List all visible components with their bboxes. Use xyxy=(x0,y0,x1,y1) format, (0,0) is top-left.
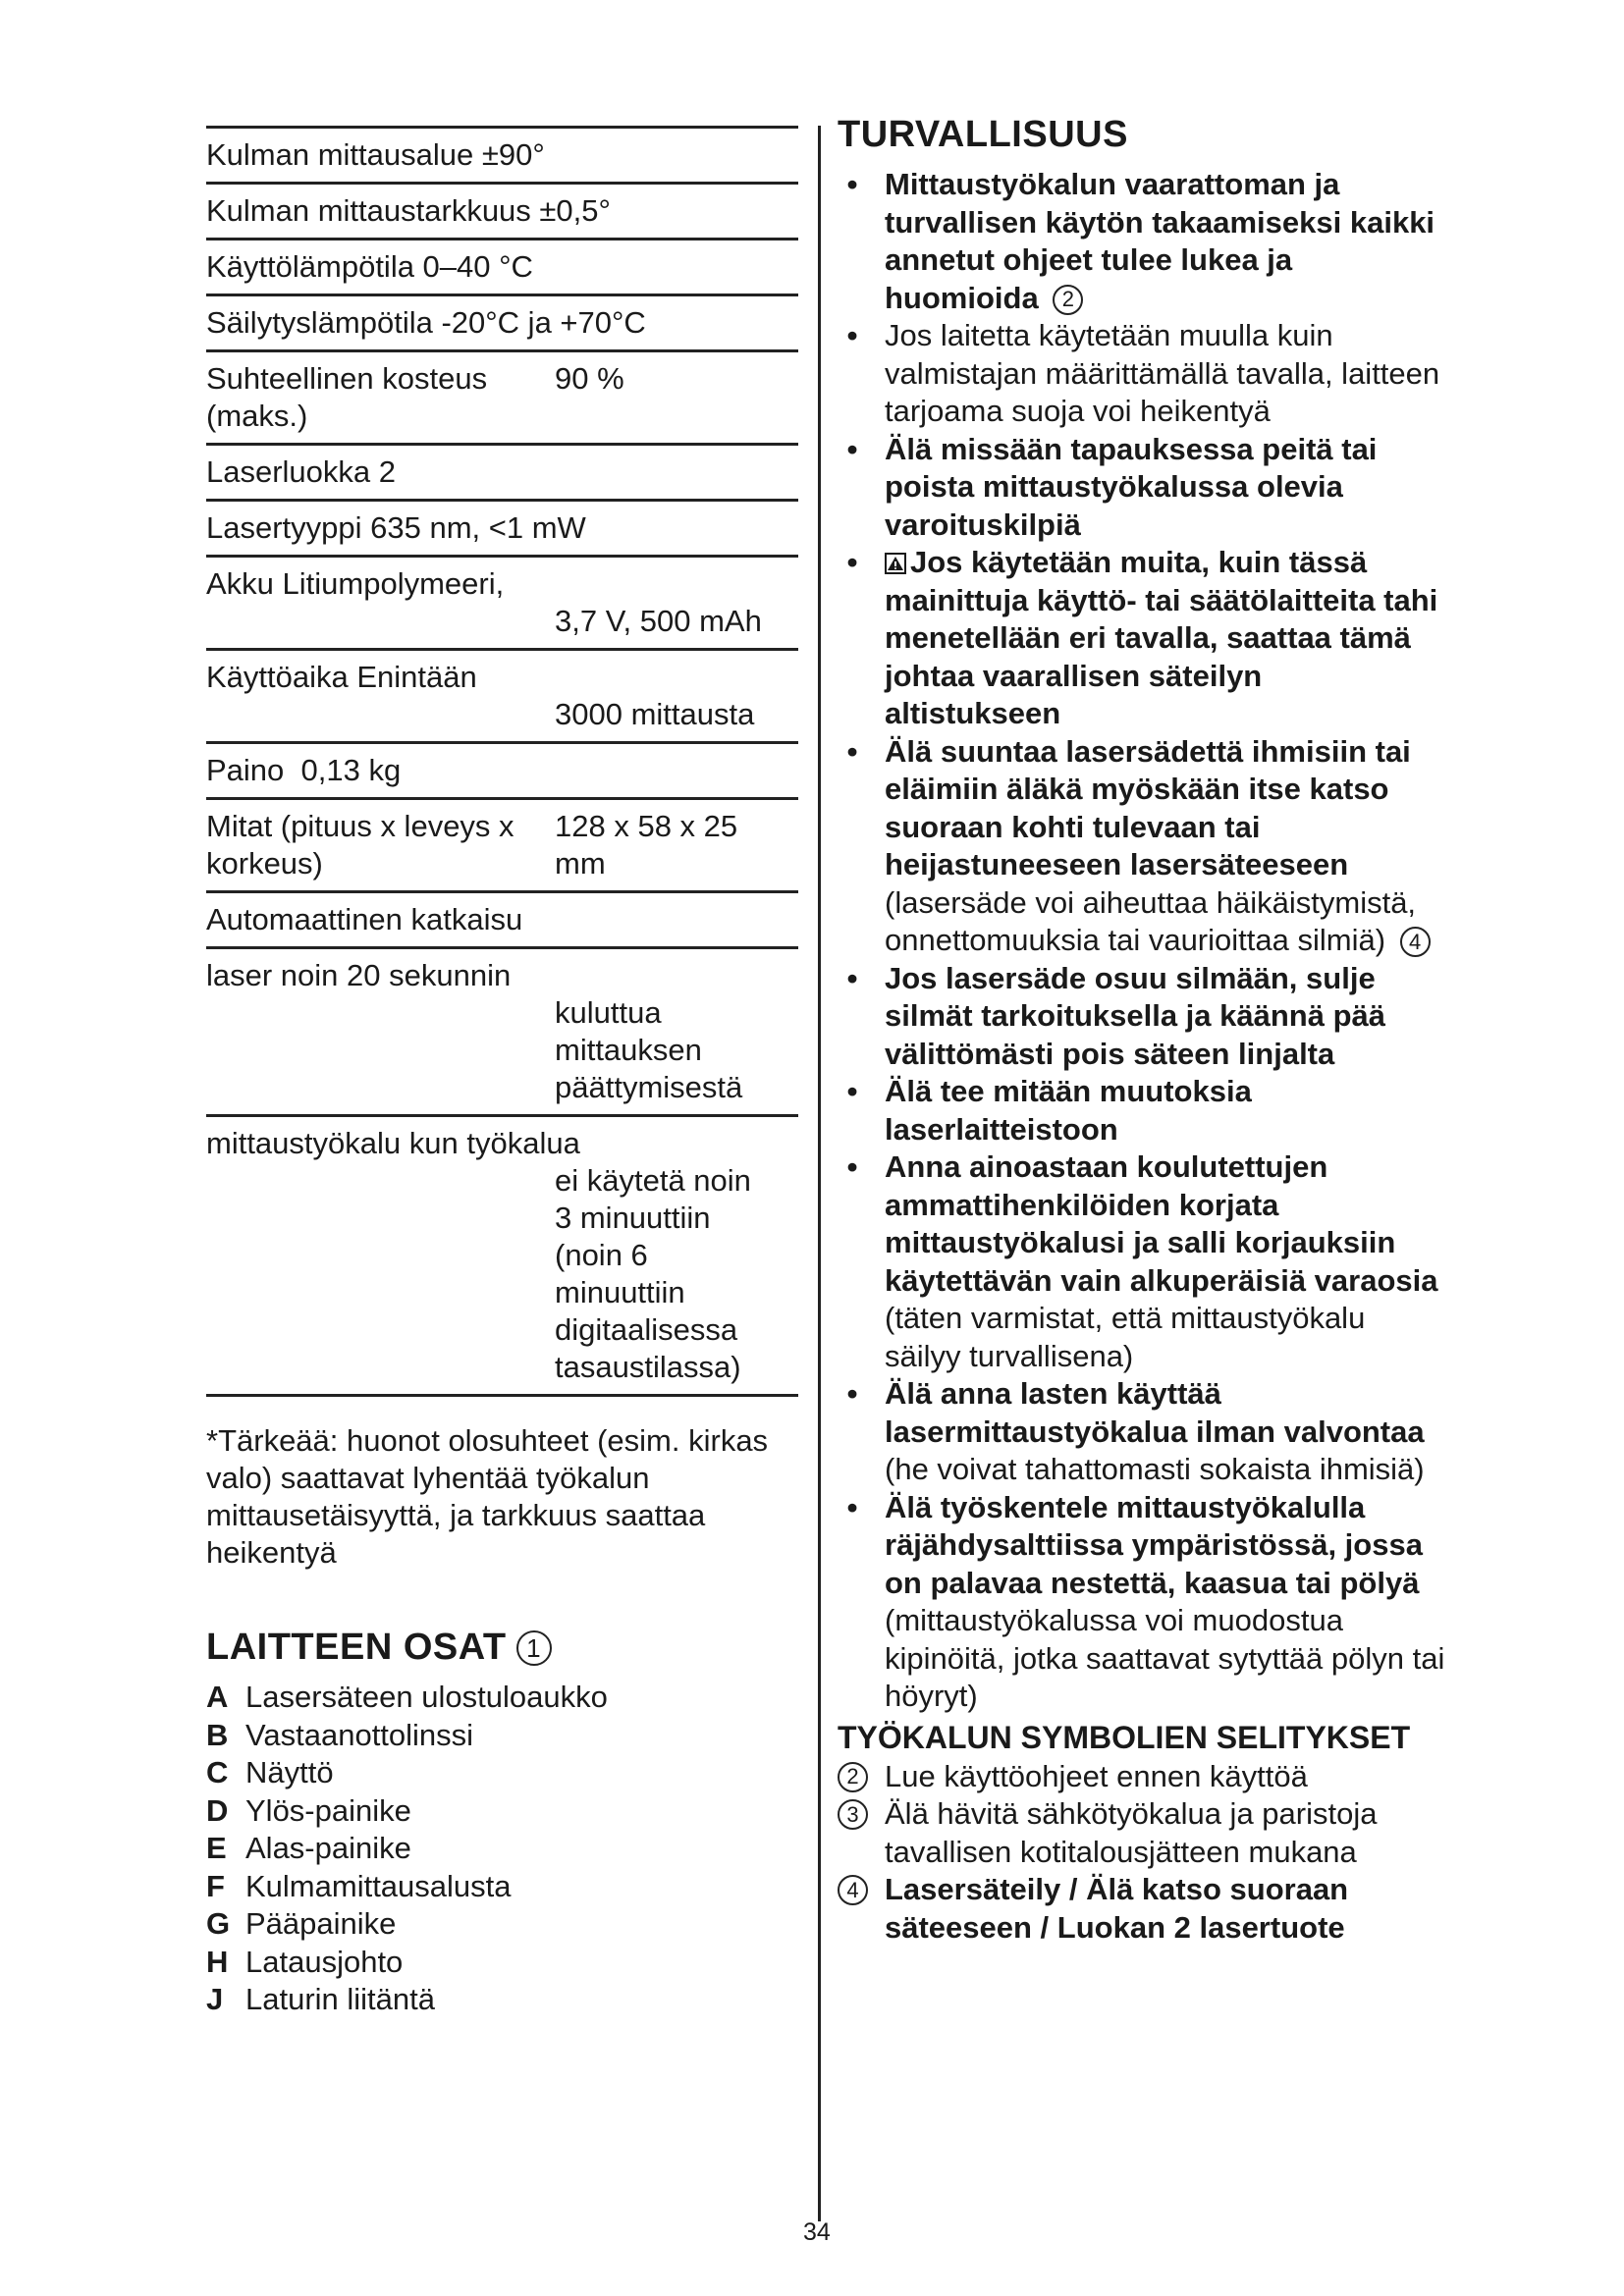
spec-value: 128 x 58 x 25 mm xyxy=(555,809,738,881)
safety-bullet xyxy=(838,1148,1446,1375)
spec-value: kuluttua mittauksen päättymisestä xyxy=(555,995,743,1104)
bullet-text: Älä suuntaa lasersädettä ihmisiin tai eläimiin äläkä myöskään itse katso suoraan kohti tulevaan tai heijastuneeseen lasersäteeseen xyxy=(885,733,1411,881)
spec-label: Lasertyyppi 635 nm, <1 mW xyxy=(206,510,586,545)
spec-row xyxy=(206,800,798,893)
part-label: Laturin liitäntä xyxy=(245,1982,436,2016)
parts-title: LAITTEEN OSAT xyxy=(206,1627,507,1668)
spec-label: mittaustyökalu kun työkalua xyxy=(206,1126,580,1160)
part-label: Alas-painike xyxy=(245,1831,411,1865)
safety-bullet xyxy=(838,1073,1446,1148)
spec-label: Käyttölämpötila 0–40 °C xyxy=(206,249,533,284)
spec-label: Akku Litiumpolymeeri, xyxy=(206,566,505,601)
ref-2-icon: 2 xyxy=(1053,285,1083,315)
spec-row xyxy=(206,240,798,296)
spec-row xyxy=(206,446,798,502)
list-item xyxy=(206,1754,798,1792)
symbol-text: Lue käyttöohjeet ennen käyttöä xyxy=(885,1758,1308,1793)
list-item xyxy=(206,1792,798,1831)
part-letter: D xyxy=(206,1792,229,1828)
bullet-text: Anna ainoastaan koulutettujen ammattihenkilöiden korjata mittaustyökalusi ja salli korjauksiin käytettävän vain alkuperäisiä varaosia xyxy=(885,1149,1438,1298)
spec-label: Käyttöaika Enintään xyxy=(206,660,477,694)
safety-bullet xyxy=(838,960,1446,1074)
list-item xyxy=(206,1944,798,1982)
spec-label: Kulman mittausalue ±90° xyxy=(206,137,545,172)
part-letter: E xyxy=(206,1831,227,1865)
bullet-text: Älä työskentele mittaustyökalulla räjähdysalttiissa ympäristössä, jossa on palavaa nestettä, kaasua tai pölyä xyxy=(885,1489,1423,1600)
spec-label: Automaattinen katkaisu xyxy=(206,902,523,936)
part-label: Kulmamittausalusta xyxy=(245,1868,512,1903)
spec-row xyxy=(206,893,798,949)
spec-row xyxy=(206,296,798,352)
list-item xyxy=(206,1830,798,1868)
spec-row xyxy=(206,185,798,240)
list-item xyxy=(206,1717,798,1755)
safety-bullet xyxy=(838,1489,1446,1716)
spec-row xyxy=(206,352,798,446)
symbol-item xyxy=(838,1871,1446,1947)
right-column xyxy=(838,114,1446,1947)
bullet-text: Jos laitetta käytetään muulla kuin valmistajan määrittämällä tavalla, laitteen tarjoama suoja voi heikentyä xyxy=(885,318,1440,428)
left-column xyxy=(206,126,798,2019)
ref-3-icon: 3 xyxy=(838,1799,868,1830)
part-letter: C xyxy=(206,1755,229,1789)
symbol-text: Älä hävitä sähkötyökalua ja paristoja tavallisen kotitalousjätteen mukana xyxy=(885,1796,1378,1869)
safety-bullet xyxy=(838,1375,1446,1489)
column-divider xyxy=(818,126,821,2221)
symbols-heading: TYÖKALUN SYMBOLIEN SELITYKSET xyxy=(838,1719,1411,1755)
bullet-note: (lasersäde voi aiheuttaa häikäistymistä, onnettomuuksia tai vaurioittaa silmiä) xyxy=(885,884,1417,957)
spec-row xyxy=(206,1117,798,1397)
bullet-text: Mittaustyökalun vaarattoman ja turvallisen käytön takaamiseksi kaikki annetut ohjeet tulee lukea ja huomioida xyxy=(885,167,1435,315)
list-item xyxy=(206,1679,798,1717)
part-letter: A xyxy=(206,1680,229,1714)
spec-row xyxy=(206,744,798,800)
bullet-note: (täten varmistat, että mittaustyökalu säilyy turvallisena) xyxy=(885,1301,1366,1373)
symbol-text: Lasersäteily / Älä katso suoraan säteeseen / Luokan 2 lasertuote xyxy=(885,1872,1349,1945)
part-letter: F xyxy=(206,1868,225,1903)
spec-label: Mitat (pituus x leveys x korkeus) xyxy=(206,809,514,881)
spec-label: Laserluokka 2 xyxy=(206,454,397,489)
bullet-text: Jos lasersäde osuu silmään, sulje silmät tarkoituksella ja käännä pää välittömästi pois säteen linjalta xyxy=(885,960,1386,1071)
spec-row xyxy=(206,949,798,1117)
spec-row xyxy=(206,129,798,185)
ref-4-icon: 4 xyxy=(1400,927,1431,957)
spec-value: 3,7 V, 500 mAh xyxy=(555,604,762,638)
part-label: Näyttö xyxy=(245,1755,334,1789)
list-item xyxy=(206,1868,798,1906)
page-number: 34 xyxy=(803,2218,831,2246)
ref-1-icon: 1 xyxy=(516,1630,552,1666)
laser-warning-icon xyxy=(885,553,906,574)
part-letter: J xyxy=(206,1982,224,2016)
part-label: Ylös-painike xyxy=(245,1792,411,1828)
spec-label: Kulman mittaustarkkuus ±0,5° xyxy=(206,193,611,228)
safety-heading: TURVALLISUUS xyxy=(838,114,1128,155)
list-item xyxy=(206,1981,798,2019)
spec-label: Paino 0,13 kg xyxy=(206,753,402,787)
bullet-note: (mittaustyökalussa voi muodostua kipinöitä, jotka saattavat sytyttää pölyn tai höyryt) xyxy=(885,1603,1445,1713)
list-item xyxy=(206,1905,798,1944)
safety-bullet xyxy=(838,733,1446,960)
spec-label: Suhteellinen kosteus (maks.) xyxy=(206,361,488,433)
ref-2-icon: 2 xyxy=(838,1762,868,1792)
spec-value: ei käytetä noin 3 minuuttiin (noin 6 minuuttiin digitaalisessa tasaustilassa) xyxy=(555,1163,751,1384)
part-label: Latausjohto xyxy=(245,1944,404,1979)
part-label: Pääpainike xyxy=(245,1906,397,1941)
ref-4-icon: 4 xyxy=(838,1875,868,1905)
part-letter: H xyxy=(206,1944,229,1979)
bullet-text: Jos käytetään muita, kuin tässä mainittuja käyttö- tai säätölaitteita tahi menetellään eri tavalla, saattaa tämä johtaa vaarallisen säteilyn altistukseen xyxy=(885,545,1438,730)
spec-value: 3000 mittausta xyxy=(555,697,755,731)
spec-row xyxy=(206,651,798,744)
part-letter: B xyxy=(206,1717,229,1752)
part-label: Lasersäteen ulostuloaukko xyxy=(245,1680,608,1714)
spec-label: Säilytyslämpötila -20°C ja +70°C xyxy=(206,305,646,340)
bullet-text: Älä missään tapauksessa peitä tai poista mittaustyökalussa olevia varoituskilpiä xyxy=(885,431,1378,542)
safety-bullet xyxy=(838,166,1446,317)
safety-bullet xyxy=(838,544,1446,733)
bullet-note: (he voivat tahattomasti sokaista ihmisiä) xyxy=(885,1452,1425,1486)
spec-row xyxy=(206,558,798,651)
bullet-text: Älä tee mitään muutoksia laserlaitteistoon xyxy=(885,1074,1252,1147)
spec-label: laser noin 20 sekunnin xyxy=(206,958,512,992)
bullet-text: Älä anna lasten käyttää lasermittaustyökalua ilman valvontaa xyxy=(885,1376,1425,1449)
part-label: Vastaanottolinssi xyxy=(245,1717,474,1752)
symbol-item xyxy=(838,1795,1446,1871)
safety-bullet xyxy=(838,317,1446,431)
parts-list xyxy=(206,1679,798,2019)
accuracy-note: *Tärkeää: huonot olosuhteet (esim. kirkas valo) saattavat lyhentää työkalun mittausetäisyyttä, ja tarkkuus saattaa heikentyä xyxy=(206,1423,769,1570)
safety-bullet xyxy=(838,431,1446,545)
spec-value: 90 % xyxy=(555,361,624,396)
parts-heading xyxy=(206,1627,798,1669)
part-letter: G xyxy=(206,1906,231,1941)
symbol-item xyxy=(838,1758,1446,1796)
spec-table xyxy=(206,126,798,1397)
spec-row xyxy=(206,502,798,558)
